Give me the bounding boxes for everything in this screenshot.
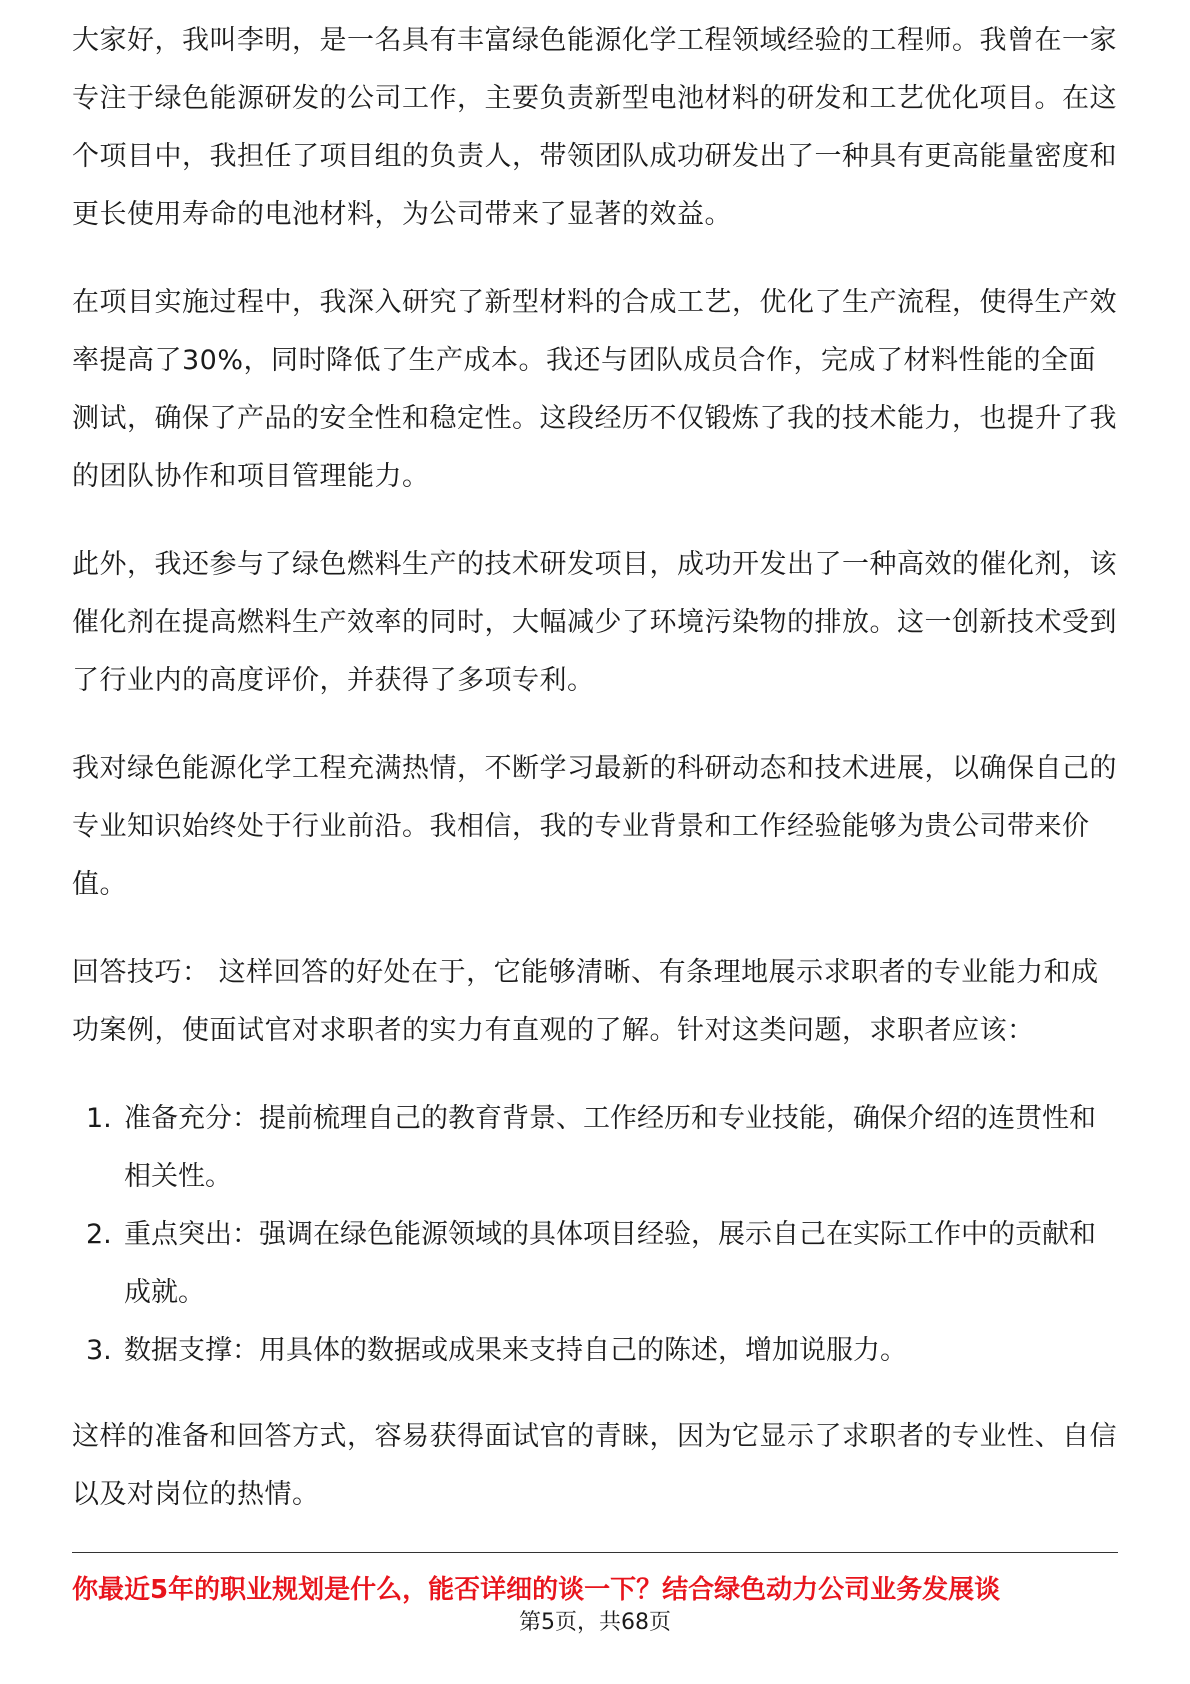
footer-divider: [72, 1552, 1118, 1553]
paragraph-catalyst: 此外，我还参与了绿色燃料生产的技术研发项目，成功开发出了一种高效的催化剂，该催化剂在提高燃料生产效率的同时，大幅减少了环境污染物的排放。这一创新技术受到了行业内的高度评价，并获得了多项专利。: [72, 549, 1117, 696]
list-item: [72, 1206, 1118, 1322]
list-item-number: 1.: [86, 1103, 112, 1134]
list-item: [72, 1322, 1118, 1380]
list-item-number: 2.: [86, 1219, 112, 1250]
next-question-heading: 你最近5年的职业规划是什么，能否详细的谈一下？结合绿色动力公司业务发展谈: [72, 1575, 1001, 1605]
paragraph-intro: 大家好，我叫李明，是一名具有丰富绿色能源化学工程领域经验的工程师。我曾在一家专注于绿色能源研发的公司工作，主要负责新型电池材料的研发和工艺优化项目。在这个项目中，我担任了项目组的负责人，带领团队成功研发出了一种具有更高能量密度和更长使用寿命的电池材料，为公司带来了显著的效益。: [72, 25, 1117, 230]
paragraph-closing: 这样的准备和回答方式，容易获得面试官的青睐，因为它显示了求职者的专业性、自信以及对岗位的热情。: [72, 1421, 1117, 1510]
page-number: 第5页，共68页: [519, 1610, 671, 1635]
tips-list: [72, 1090, 1118, 1380]
paragraph-project: 在项目实施过程中，我深入研究了新型材料的合成工艺，优化了生产流程，使得生产效率提高了30%，同时降低了生产成本。我还与团队成员合作，完成了材料性能的全面测试，确保了产品的安全性和稳定性。这段经历不仅锻炼了我的技术能力，也提升了我的团队协作和项目管理能力。: [72, 287, 1117, 492]
paragraph-passion: 我对绿色能源化学工程充满热情，不断学习最新的科研动态和技术进展，以确保自己的专业知识始终处于行业前沿。我相信，我的专业背景和工作经验能够为贵公司带来价值。: [72, 753, 1117, 900]
document-body: [72, 25, 1118, 1554]
list-item-text: 准备充分：提前梳理自己的教育背景、工作经历和专业技能，确保介绍的连贯性和相关性。: [124, 1103, 1096, 1192]
list-item: [72, 1090, 1118, 1206]
list-item-text: 重点突出：强调在绿色能源领域的具体项目经验，展示自己在实际工作中的贡献和成就。: [124, 1219, 1096, 1308]
list-item-text: 数据支撑：用具体的数据或成果来支持自己的陈述，增加说服力。: [124, 1335, 907, 1366]
list-item-number: 3.: [86, 1335, 112, 1366]
paragraph-answer-tips: 回答技巧： 这样回答的好处在于，它能够清晰、有条理地展示求职者的专业能力和成功案例，使面试官对求职者的实力有直观的了解。针对这类问题，求职者应该：: [72, 957, 1099, 1046]
